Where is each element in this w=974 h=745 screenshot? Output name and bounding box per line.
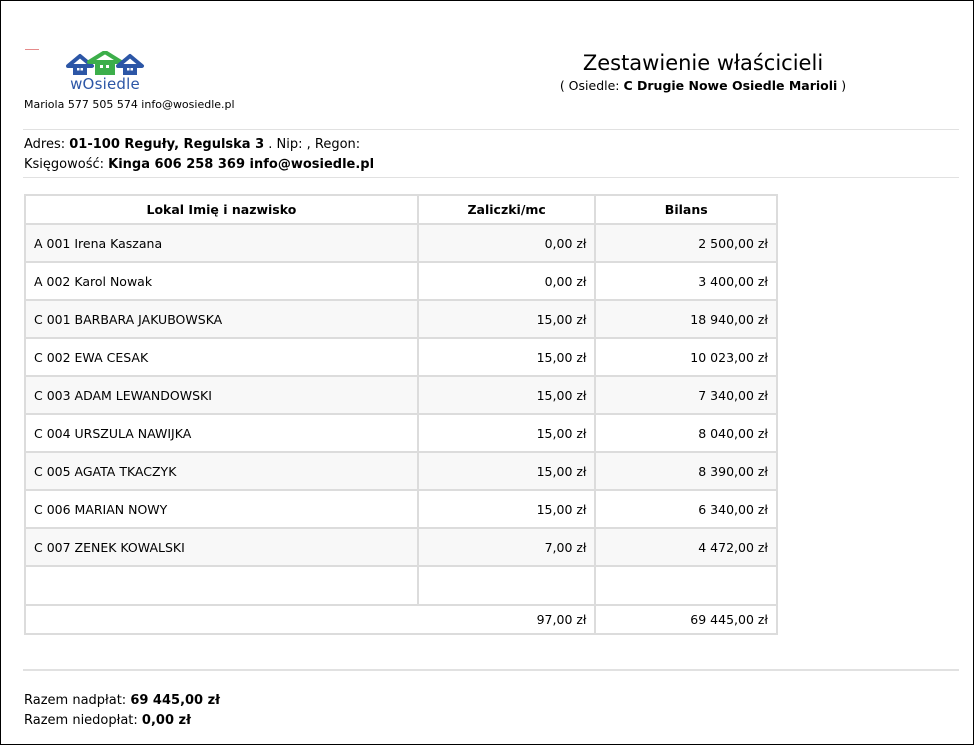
cell-total-empty: [25, 605, 418, 634]
divider-bottom: [23, 669, 959, 671]
cell-name: A 002 Karol Nowak: [25, 262, 418, 300]
cell-name: A 001 Irena Kaszana: [25, 224, 418, 262]
cell-balance: 4 472,00 zł: [595, 528, 777, 566]
overpaid-label: Razem nadpłat:: [24, 693, 131, 708]
accounting-value: Kinga 606 258 369 info@wosiedle.pl: [108, 157, 375, 172]
divider-middle: [23, 177, 959, 178]
table-row: [25, 528, 777, 566]
cell-name: C 003 ADAM LEWANDOWSKI: [25, 376, 418, 414]
table-totals-row: [25, 605, 777, 634]
table-row: [25, 224, 777, 262]
cell-advance: 15,00 zł: [418, 452, 596, 490]
address-rest: . Nip: , Regon:: [264, 137, 361, 152]
subtitle-estate-name: C Drugie Nowe Osiedle Marioli: [623, 78, 838, 93]
cell-name: C 002 EWA CESAK: [25, 338, 418, 376]
cell-advance: 15,00 zł: [418, 376, 596, 414]
cell-advance: 15,00 zł: [418, 490, 596, 528]
cell-advance: 0,00 zł: [418, 224, 596, 262]
table-row: [25, 414, 777, 452]
cell-balance: 3 400,00 zł: [595, 262, 777, 300]
cell-balance: 8 390,00 zł: [595, 452, 777, 490]
table-row: [25, 300, 777, 338]
page-title: Zestawienie właścicieli: [582, 51, 824, 75]
houses-icon: [65, 51, 145, 77]
total-advances: 97,00 zł: [418, 605, 596, 634]
header-name: Lokal Imię i nazwisko: [25, 195, 418, 224]
cell-name: C 006 MARIAN NOWY: [25, 490, 418, 528]
subtitle-suffix: ): [837, 78, 847, 93]
header-balance: Bilans: [595, 195, 777, 224]
cell-advance: 15,00 zł: [418, 300, 596, 338]
accounting-label: Księgowość:: [24, 157, 109, 172]
contact-line: Mariola 577 505 574 info@wosiedle.pl: [24, 98, 235, 111]
cell-name: C 004 URSZULA NAWIJKA: [25, 414, 418, 452]
cell-empty: [595, 566, 777, 605]
cell-balance: 8 040,00 zł: [595, 414, 777, 452]
cell-advance: 7,00 zł: [418, 528, 596, 566]
cell-empty: [418, 566, 596, 605]
cell-advance: 0,00 zł: [418, 262, 596, 300]
cell-name: C 007 ZENEK KOWALSKI: [25, 528, 418, 566]
cell-balance: 18 940,00 zł: [595, 300, 777, 338]
underpaid-value: 0,00 zł: [141, 713, 191, 728]
wosiedle-logo: [65, 51, 145, 97]
address-value: 01-100 Reguły, Regulska 3: [69, 137, 265, 152]
cell-balance: 7 340,00 zł: [595, 376, 777, 414]
summary-overpaid: [24, 693, 220, 708]
logo-text: wOsiedle: [70, 75, 140, 93]
page-subtitle: [521, 78, 885, 93]
table-row: [25, 376, 777, 414]
subtitle-prefix: ( Osiedle:: [559, 78, 624, 93]
table-row: [25, 262, 777, 300]
address-label: Adres:: [24, 137, 70, 152]
summary-underpaid: [24, 713, 191, 728]
table-row: [25, 338, 777, 376]
cell-name: C 005 AGATA TKACZYK: [25, 452, 418, 490]
overpaid-value: 69 445,00 zł: [130, 693, 221, 708]
cell-advance: 15,00 zł: [418, 414, 596, 452]
total-balance: 69 445,00 zł: [595, 605, 777, 634]
cell-balance: 2 500,00 zł: [595, 224, 777, 262]
header-advances: Zaliczki/mc: [418, 195, 596, 224]
owners-table: [24, 194, 778, 635]
cell-balance: 10 023,00 zł: [595, 338, 777, 376]
table-header-row: [25, 195, 777, 224]
accounting-line: [24, 157, 374, 172]
address-line: [24, 137, 360, 152]
table-row: [25, 490, 777, 528]
cell-empty: [25, 566, 418, 605]
cell-balance: 6 340,00 zł: [595, 490, 777, 528]
cell-advance: 15,00 zł: [418, 338, 596, 376]
cell-name: C 001 BARBARA JAKUBOWSKA: [25, 300, 418, 338]
red-mark: [25, 49, 39, 50]
divider-top: [23, 129, 959, 130]
table-row: [25, 452, 777, 490]
table-row-empty: [25, 566, 777, 605]
underpaid-label: Razem niedopłat:: [24, 713, 142, 728]
